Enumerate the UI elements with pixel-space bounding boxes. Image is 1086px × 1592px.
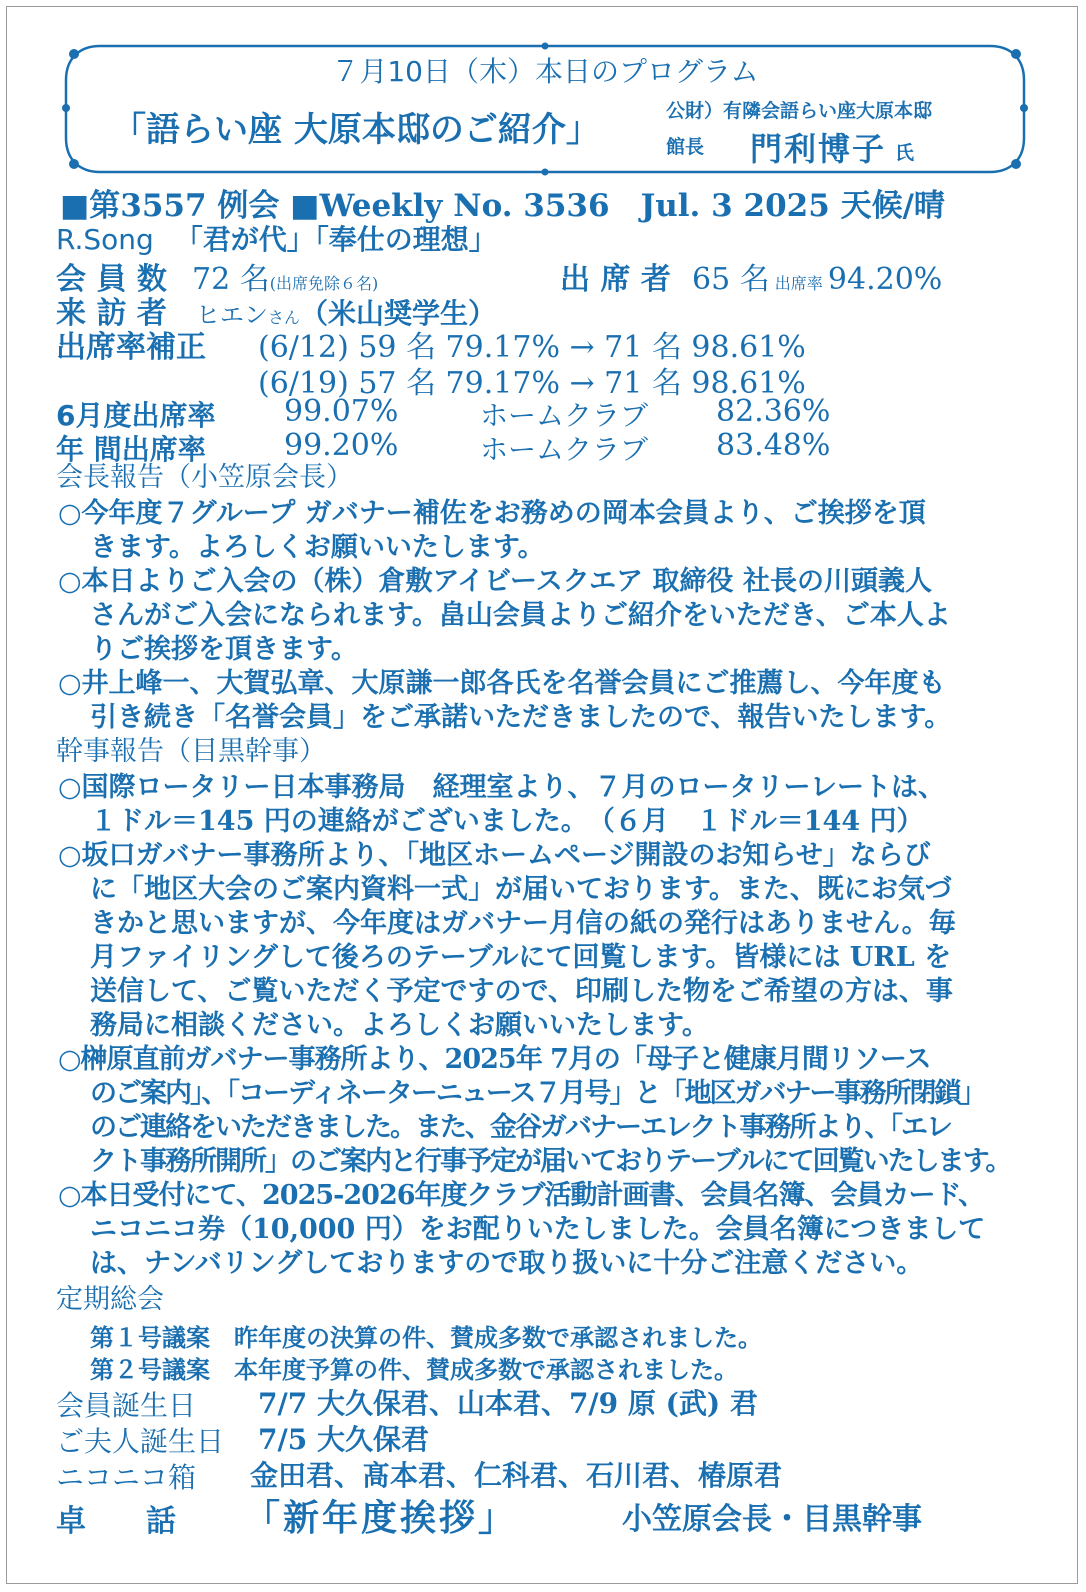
- secretary-item-2-line-6: 務局に相談ください。よろしくお願いいたします。: [90, 1010, 709, 1041]
- attendance-row: [560, 254, 942, 298]
- secretary-item-4-line-3: は、ナンバリングしておりますので取り扱いに十分ご注意ください。: [90, 1248, 924, 1279]
- president-item-2-line-1: ○本日よりご入会の（株）倉敷アイビースクエア 取締役 社長の川頭義人: [58, 566, 932, 597]
- spouse-birthday-label: ご夫人誕生日: [56, 1425, 225, 1458]
- president-item-1-line-1: ○今年度７グループ ガバナー補佐をお務めの岡本会員より、ご挨拶を頂: [58, 498, 926, 529]
- speaker-honorific: 氏: [895, 142, 915, 164]
- secretary-item-3-line-4: クト事務所開所」のご案内と行事予定が届いておりテーブルにて回覧いたします。: [90, 1146, 1011, 1177]
- secretary-item-2-line-2: に「地区大会のご案内資料一式」が届いております。また、既にお気づ: [90, 874, 952, 905]
- visitor-name: ヒエン: [195, 301, 268, 329]
- monthly-home-value: 82.36%: [716, 394, 831, 429]
- nikoniko-value: 金田君、髙本君、仁科君、石川君、椿原君: [250, 1459, 783, 1492]
- correction-label: 出席率補正: [56, 330, 206, 365]
- talk-speakers: 小笠原会長・目黒幹事: [622, 1502, 922, 1537]
- attendance-rate: 94.20%: [827, 262, 943, 297]
- secretary-item-1-line-1: ○国際ロータリー日本事務局 経理室より、７月のロータリーレートは、: [58, 772, 946, 803]
- secretary-item-2-line-4: 月ファイリングして後ろのテーブルにて回覧します。皆様には URL を: [90, 942, 952, 973]
- general-meeting-heading: 定期総会: [56, 1284, 164, 1315]
- attendance-rate-label: 出席率: [774, 274, 823, 293]
- president-item-3-line-2: 引き続き「名誉会員」をご承諾いただきましたので、報告いたします。: [90, 702, 952, 733]
- general-item-1: 第１号議案 昨年度の決算の件、賛成多数で承認されました。: [90, 1323, 762, 1352]
- talk-title: 「新年度挨拶」: [244, 1497, 518, 1539]
- secretary-item-3-line-1: ○榊原直前ガバナー事務所より、2025年 7月の「母子と健康月間リソース: [58, 1044, 931, 1075]
- speaker-name: 門利博子: [750, 130, 887, 168]
- song-row: [56, 218, 497, 258]
- visitor-label: 来 訪 者: [56, 296, 167, 331]
- secretary-item-4-line-2: ニコニコ券（10,000 円）をお配りいたしました。会員名簿につきまして: [90, 1214, 986, 1245]
- secretary-heading: 幹事報告（目黒幹事）: [56, 736, 326, 767]
- president-item-2-line-3: りご挨拶を頂きます。: [90, 634, 358, 665]
- yearly-home-label: ホームクラブ: [480, 433, 649, 466]
- birthday-label: 会員誕生日: [56, 1389, 197, 1422]
- yearly-home-value: 83.48%: [716, 428, 831, 463]
- president-item-3-line-1: ○井上峰一、大賀弘章、大原謙一郎各氏を名誉会員にご推薦し、今年度も: [58, 668, 946, 699]
- correction-row-2: (6/19) 57 名 79.17% → 71 名 98.61%: [258, 366, 806, 401]
- correction-row-1: (6/12) 59 名 79.17% → 71 名 98.61%: [258, 330, 806, 365]
- meeting-info: ■第3557 例会 ■Weekly No. 3536 Jul. 3 2025 天候/晴: [60, 188, 945, 224]
- song-label: R.Song: [56, 223, 154, 256]
- secretary-item-2-line-3: きかと思いますが、今年度はガバナー月信の紙の発行はありません。毎: [90, 908, 956, 939]
- members-value: 72 名: [191, 262, 270, 297]
- president-item-1-line-2: きます。よろしくお願いいたします。: [90, 532, 545, 563]
- president-heading: 会長報告（小笠原会長）: [56, 462, 353, 493]
- monthly-home-label: ホームクラブ: [480, 399, 649, 432]
- monthly-value: 99.07%: [284, 394, 399, 429]
- nikoniko-label: ニコニコ箱: [56, 1461, 197, 1494]
- members-label: 会 員 数: [56, 262, 167, 297]
- spouse-birthday-value: 7/5 大久保君: [258, 1423, 429, 1456]
- secretary-item-3-line-2: のご案内」、「コーディネーターニュース７月号」と「地区ガバナー事務所閉鎖」: [90, 1078, 985, 1109]
- speaker-org: 公財）有隣会語らい座大原本邸: [666, 100, 933, 122]
- visitor-suffix: さん: [267, 308, 300, 327]
- secretary-item-1-line-2: １ドル＝145 円の連絡がございました。 （６月 １ドル＝144 円）: [90, 806, 924, 837]
- monthly-label: 6月度出席率: [56, 399, 216, 432]
- attendance-label: 出 席 者: [560, 262, 671, 297]
- yearly-label: 年 間出席率: [56, 433, 206, 466]
- program-title: ７月10日（木）本日のプログラム: [331, 55, 759, 88]
- birthday-value: 7/7 大久保君、山本君、7/9 原 (武) 君: [258, 1387, 758, 1420]
- talk-label: 卓 話: [56, 1504, 176, 1539]
- secretary-item-2-line-5: 送信して、ご覧いただく予定ですので、印刷した物をご希望の方は、事: [90, 976, 953, 1007]
- yearly-value: 99.20%: [284, 428, 399, 463]
- secretary-item-3-line-3: のご連絡をいただきました。また、金谷ガバナーエレクト事務所より、「エレ: [90, 1112, 951, 1143]
- president-item-2-line-2: さんがご入会になられます。畠山会員よりご紹介をいただき、ご本人よ: [90, 600, 951, 631]
- song-value: 「君が代」「奉仕の理想」: [174, 223, 497, 256]
- attendance-value: 65 名: [691, 262, 770, 297]
- program-header: [60, 40, 1030, 178]
- secretary-item-2-line-1: ○坂口ガバナー事務所より、「地区ホームページ開設のお知らせ」ならび: [58, 840, 931, 871]
- visitor-affiliation: （米山奨学生）: [300, 297, 497, 330]
- members-note: (出席免除６名): [269, 274, 379, 293]
- program-name: 「語らい座 大原本邸のご紹介」: [112, 110, 600, 150]
- speaker-role: 館長: [666, 136, 705, 158]
- secretary-item-4-line-1: ○本日受付にて、2025-2026年度クラブ活動計画書、会員名簿、会員カード、: [58, 1180, 985, 1211]
- general-item-2: 第２号議案 本年度予算の件、賛成多数で承認されました。: [90, 1355, 738, 1384]
